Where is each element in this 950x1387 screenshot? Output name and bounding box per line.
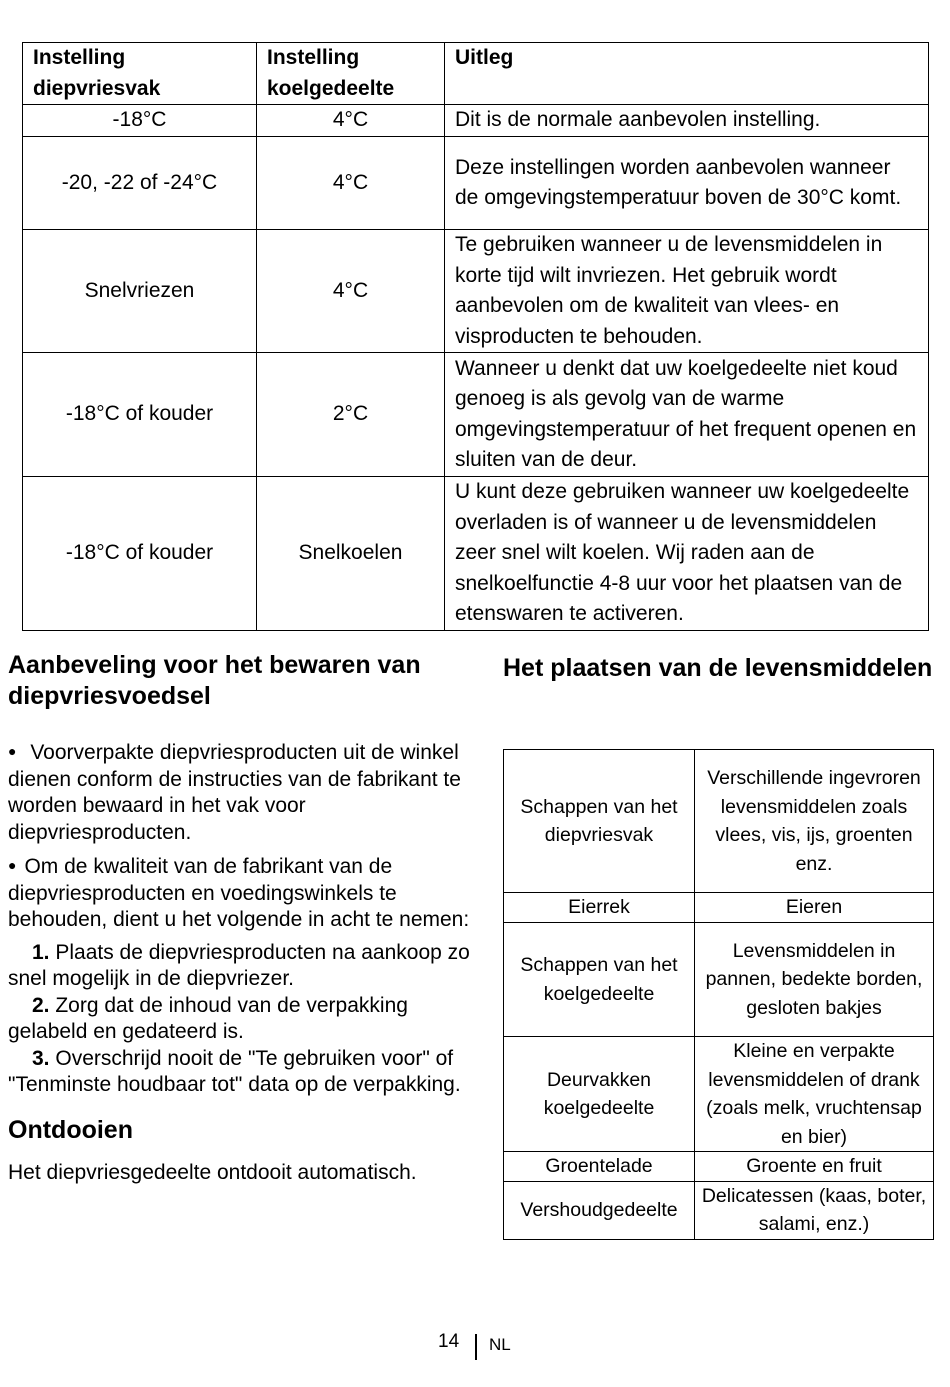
table-row — [23, 477, 929, 631]
header-explanation: Uitleg — [445, 43, 929, 105]
table-header-row — [23, 43, 929, 105]
step-text: Zorg dat de inhoud van de verpakking gelabeld en gedateerd is. — [8, 993, 408, 1043]
table-row — [504, 893, 934, 923]
storage-bullet-1-text: Voorverpakte diepvriesproducten uit de winkel dienen conform de instructies van de fabrikant te worden bewaard in het vak voor diepvriesproducten. — [8, 741, 461, 844]
fridge-setting-cell: 4°C — [257, 230, 445, 353]
table-row — [23, 137, 929, 230]
storage-step-2 — [8, 993, 470, 1046]
language-code: NL — [489, 1335, 511, 1354]
items-cell: Kleine en verpakte levensmiddelen of drank (zoals melk, vruchtensap en bier) — [695, 1037, 934, 1152]
defrost-text: Het diepvriesgedeelte ontdooit automatisch. — [8, 1160, 417, 1184]
items-cell: Verschillende ingevroren levensmiddelen zoals vlees, vis, ijs, groenten enz. — [695, 750, 934, 893]
location-cell: Schappen van het diepvriesvak — [504, 750, 695, 893]
step-number: 3. — [32, 1046, 50, 1070]
items-cell: Eieren — [695, 893, 934, 923]
storage-bullet-1 — [8, 738, 470, 846]
explanation-cell: Te gebruiken wanneer u de levensmiddelen in korte tijd wilt invriezen. Het gebruik wordt aanbevolen om de kwaliteit van vlees- en visproducten te behouden. — [445, 230, 929, 353]
location-cell: Schappen van het koelgedeelte — [504, 923, 695, 1037]
step-number: 2. — [32, 993, 50, 1017]
settings-table — [22, 42, 929, 631]
table-row — [504, 1181, 934, 1239]
fridge-setting-cell: 4°C — [257, 105, 445, 137]
fridge-setting-cell: 4°C — [257, 137, 445, 230]
items-cell: Levensmiddelen in pannen, bedekte borden, gesloten bakjes — [695, 923, 934, 1037]
bullet-icon: ● — [8, 743, 17, 759]
explanation-cell: Deze instellingen worden aanbevolen wanneer de omgevingstemperatuur boven de 30°C komt. — [445, 137, 929, 230]
header-fridge-setting: Instelling koelgedeelte — [257, 43, 445, 105]
table-row — [504, 1037, 934, 1152]
fridge-setting-cell: 2°C — [257, 353, 445, 477]
footer-divider — [475, 1334, 477, 1360]
table-row — [504, 923, 934, 1037]
header-freezer-setting: Instelling diepvriesvak — [23, 43, 257, 105]
table-row — [23, 353, 929, 477]
table-row — [23, 230, 929, 353]
table-row — [504, 750, 934, 893]
fridge-setting-cell: Snelkoelen — [257, 477, 445, 631]
storage-section-title: Aanbeveling voor het bewaren van diepvriesvoedsel — [8, 651, 421, 710]
storage-step-3 — [8, 1046, 470, 1099]
table-row — [504, 1152, 934, 1182]
step-number: 1. — [32, 940, 50, 964]
items-cell: Delicatessen (kaas, boter, salami, enz.) — [695, 1181, 934, 1239]
left-column — [8, 650, 470, 1186]
storage-bullet-2 — [8, 852, 470, 934]
explanation-cell: Wanneer u denkt dat uw koelgedeelte niet koud genoeg is als gevolg van de warme omgevingstemperatuur of het frequent openen en sluiten van de deur. — [445, 353, 929, 477]
items-cell: Groente en fruit — [695, 1152, 934, 1182]
storage-bullet-2-text: Om de kwaliteit van de fabrikant van de diepvriesproducten en voedingswinkels te behouden, dient u het volgende in acht te nemen: — [8, 855, 470, 931]
location-cell: Eierrek — [504, 893, 695, 923]
step-text: Plaats de diepvriesproducten na aankoop zo snel mogelijk in de diepvriezer. — [8, 940, 470, 990]
freezer-setting-cell: -18°C — [23, 105, 257, 137]
placement-table — [503, 749, 934, 1240]
placement-section-title: Het plaatsen van de levensmiddelen — [503, 654, 933, 682]
location-cell: Groentelade — [504, 1152, 695, 1182]
freezer-setting-cell: -18°C of kouder — [23, 353, 257, 477]
freezer-setting-cell: -20, -22 of -24°C — [23, 137, 257, 230]
storage-step-1 — [8, 940, 470, 993]
freezer-setting-cell: -18°C of kouder — [23, 477, 257, 631]
page-number: 14 — [438, 1331, 460, 1352]
freezer-setting-cell: Snelvriezen — [23, 230, 257, 353]
explanation-cell: U kunt deze gebruiken wanneer uw koelgedeelte overladen is of wanneer u de levensmiddelen zeer snel wilt koelen. Wij raden aan de snelkoelfunctie 4-8 uur voor het plaatsen van de etenswaren te activeren. — [445, 477, 929, 631]
right-column — [503, 650, 933, 686]
location-cell: Deurvakken koelgedeelte — [504, 1037, 695, 1152]
location-cell: Vershoudgedeelte — [504, 1181, 695, 1239]
defrost-section-title: Ontdooien — [8, 1115, 133, 1144]
explanation-cell: Dit is de normale aanbevolen instelling. — [445, 105, 929, 137]
bullet-icon: ● — [8, 857, 17, 873]
table-row — [23, 105, 929, 137]
step-text: Overschrijd nooit de "Te gebruiken voor" of "Tenminste houdbaar tot" data op de verpakking. — [8, 1046, 461, 1096]
